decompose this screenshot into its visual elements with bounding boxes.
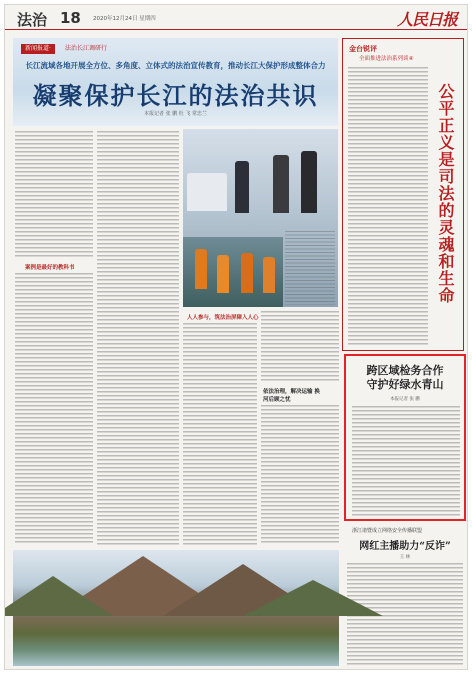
mountain-shape [4, 576, 113, 616]
person-figure [301, 151, 317, 213]
page-number: 18 [60, 9, 81, 27]
main-story-kicker: 新闻报道· [21, 44, 55, 54]
main-story-banner [13, 38, 338, 126]
photo-caption [285, 231, 335, 305]
lower-story-author: 王 林 [399, 555, 411, 560]
highlighted-story [344, 354, 466, 521]
main-story-byline: 本报记者 张 鹏 杜 飞 常忠兰 [144, 111, 207, 117]
highlight-headline-line2: 守护好绿水青山 [366, 378, 444, 391]
main-story-kicker-sub: 法治长江调研行 [65, 45, 108, 52]
issue-date: 2020年12月24日 星期四 [93, 16, 156, 22]
body-text-column [15, 131, 93, 259]
lower-story-subhead: 浙江诸暨成立网络安全传播联盟 [352, 528, 423, 534]
masthead [5, 5, 467, 30]
person-figure [235, 161, 249, 213]
newspaper-logo: 人民日报 [396, 10, 457, 29]
body-text-column [261, 405, 339, 545]
body-text-column [348, 67, 428, 347]
news-photo-workers [183, 237, 283, 307]
main-story-deck: 长江流域各地开展全方位、多角度、立体式的法治宣传教育，推动长江大保护形成整体合力 [25, 61, 326, 70]
body-text-column [183, 323, 257, 545]
commentary-sidebar [342, 38, 464, 351]
main-story-subhead: 人人参与，筑法治屏障入人心 [187, 315, 259, 321]
mountain-shape [243, 580, 383, 616]
person-figure [263, 257, 275, 293]
sidebar-vertical-title: 公平正义是司法的灵魂和生命 [436, 83, 455, 304]
person-figure [195, 249, 207, 289]
person-figure [187, 173, 227, 211]
highlight-byline: 本报记者 张 鹏 [390, 397, 420, 402]
main-story-headline: 凝聚保护长江的法治共识 [32, 82, 319, 110]
main-story-subhead: 案例是最好的教科书 [25, 265, 75, 271]
body-text-column [97, 131, 179, 545]
yangtze-landscape-photo [13, 550, 339, 666]
main-story-subhead: 依法治理，解决运输 换河后顾之忧 [263, 389, 320, 403]
sidebar-title: 金台锐评 [349, 45, 377, 53]
person-figure [273, 155, 289, 213]
lower-story-headline: 网红主播助力“反诈” [359, 541, 451, 552]
person-figure [217, 255, 229, 293]
body-text-column [15, 273, 93, 545]
sidebar-subtitle: 全面推进法治系列谈④ [359, 56, 414, 62]
highlight-headline [346, 364, 464, 392]
person-figure [241, 253, 253, 293]
body-text-column [261, 311, 339, 383]
section-name: 法治 [17, 11, 48, 29]
body-text-column [352, 406, 460, 516]
newspaper-page [4, 4, 468, 670]
highlight-headline-line1: 跨区域检务合作 [366, 364, 444, 377]
